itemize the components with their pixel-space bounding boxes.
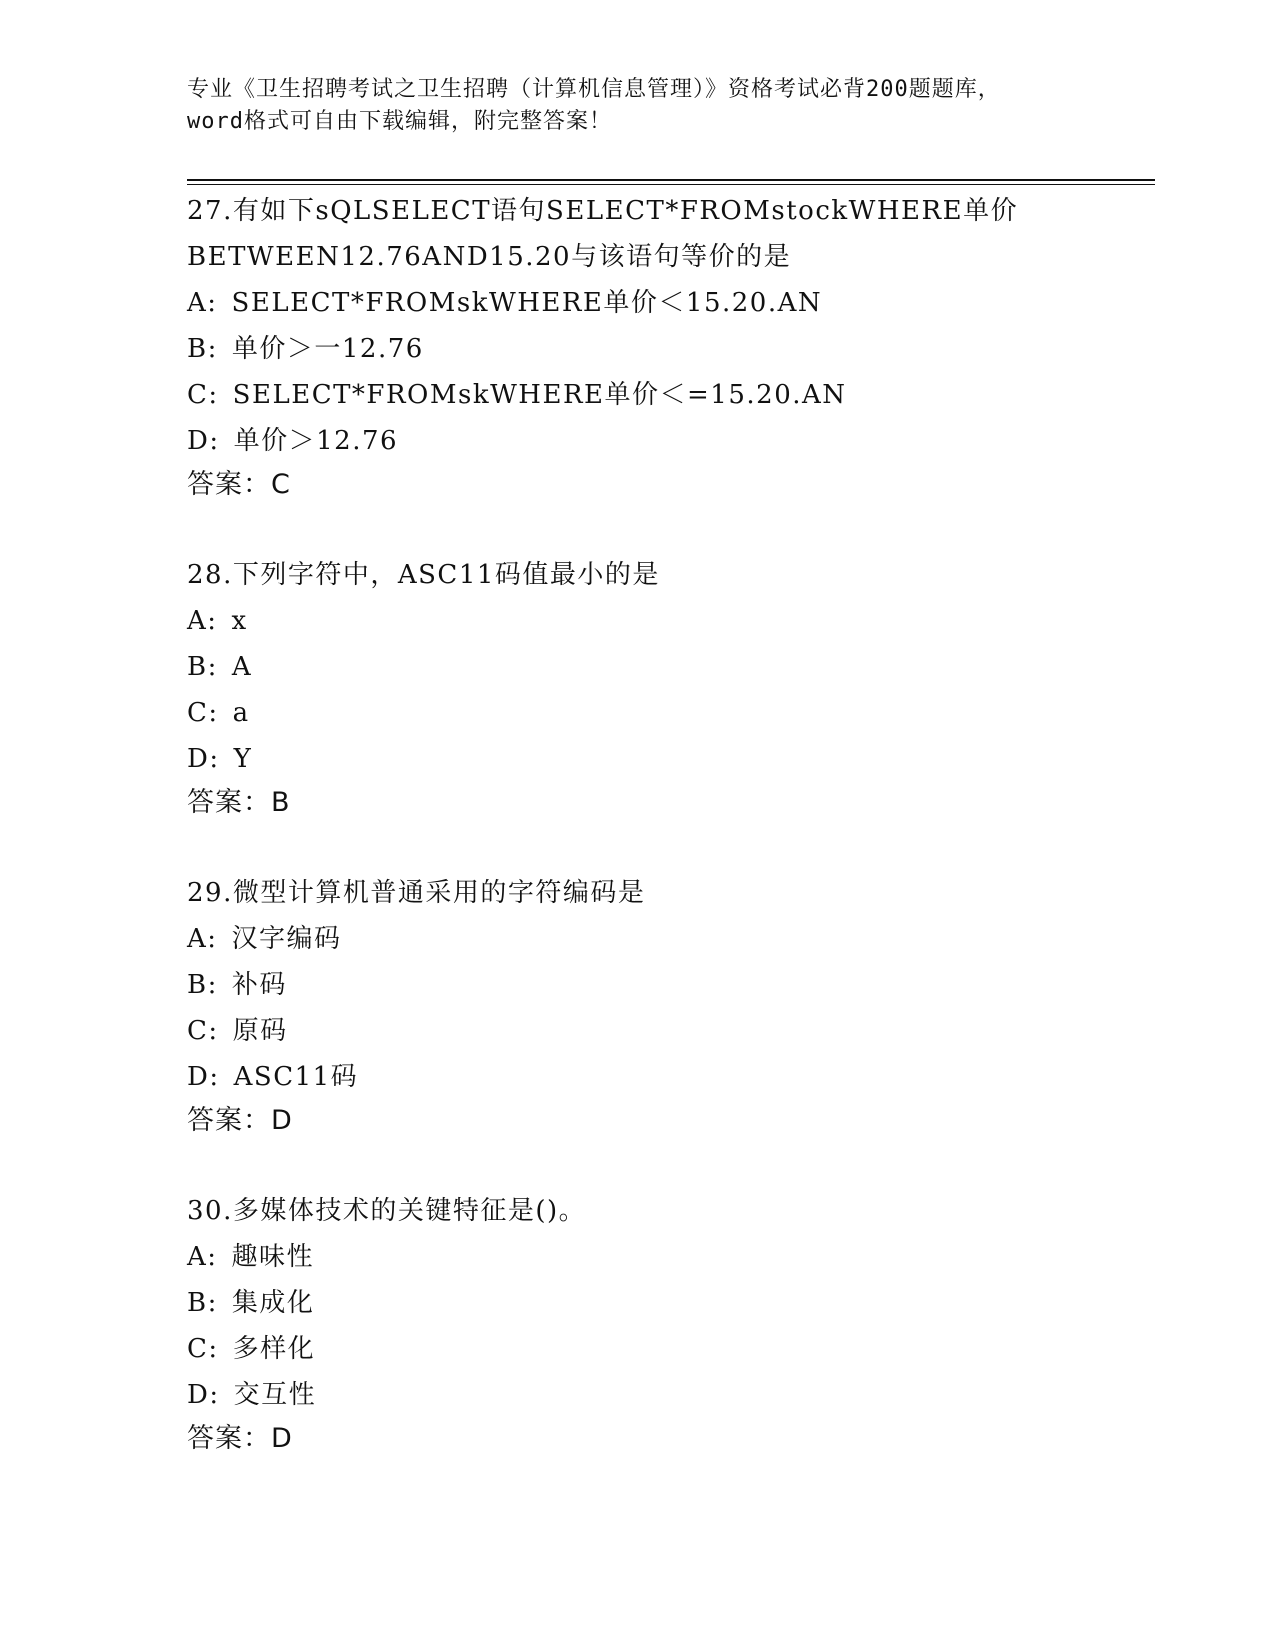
option-key: C:	[187, 380, 219, 410]
header-rule-thick	[187, 179, 1155, 181]
option-c	[187, 1008, 1147, 1054]
option-d	[187, 1054, 1147, 1100]
option-key: D:	[187, 1380, 220, 1410]
option-text: x	[231, 606, 248, 636]
option-key: A:	[187, 606, 218, 636]
option-key: A:	[187, 288, 218, 318]
option-key: A:	[187, 1242, 218, 1272]
option-text: A	[231, 652, 253, 682]
option-text: 原码	[232, 1016, 288, 1046]
option-a	[187, 1234, 1147, 1280]
question-stem: 30.多媒体技术的关键特征是()。	[187, 1196, 587, 1226]
option-a	[187, 916, 1147, 962]
option-c	[187, 1326, 1147, 1372]
answer-label: 答案：D	[187, 1105, 293, 1136]
header-rule-thin	[187, 184, 1155, 185]
option-text: a	[232, 698, 250, 728]
option-d	[187, 418, 1147, 464]
option-text: Y	[233, 744, 253, 774]
option-key: C:	[187, 1016, 219, 1046]
option-text: 单价＞一12.76	[231, 334, 424, 364]
question-30	[187, 1188, 1147, 1460]
question-stem: BETWEEN12.76AND15.20与该语句等价的是	[187, 242, 792, 272]
header-line-1: 专业《卫生招聘考试之卫生招聘（计算机信息管理）》资格考试必背200题题库，	[187, 77, 1001, 102]
option-text: SELECT*FROMskWHERE单价＜15.20.AN	[231, 288, 823, 318]
answer-label: 答案：B	[187, 787, 291, 818]
question-29	[187, 870, 1147, 1142]
option-text: SELECT*FROMskWHERE单价＜=15.20.AN	[232, 380, 847, 410]
option-b	[187, 644, 1147, 690]
question-stem: 28.下列字符中，ASC11码值最小的是	[187, 560, 660, 590]
option-a	[187, 280, 1147, 326]
option-text: 趣味性	[231, 1242, 315, 1272]
option-text: 多样化	[232, 1334, 316, 1364]
option-c	[187, 690, 1147, 736]
option-a	[187, 598, 1147, 644]
question-27	[187, 188, 1147, 506]
option-text: ASC11码	[233, 1062, 359, 1092]
option-key: B:	[187, 652, 218, 682]
option-key: A:	[187, 924, 218, 954]
option-key: D:	[187, 426, 220, 456]
option-d	[187, 1372, 1147, 1418]
question-stem: 29.微型计算机普通采用的字符编码是	[187, 878, 646, 908]
option-b	[187, 1280, 1147, 1326]
option-c	[187, 372, 1147, 418]
option-text: 集成化	[231, 1288, 315, 1318]
option-text: 单价＞12.76	[233, 426, 399, 456]
option-key: D:	[187, 744, 220, 774]
header-line-2: word格式可自由下载编辑，附完整答案！	[187, 109, 612, 134]
option-key: C:	[187, 1334, 219, 1364]
option-b	[187, 962, 1147, 1008]
option-text: 补码	[231, 970, 287, 1000]
option-key: B:	[187, 1288, 218, 1318]
option-d	[187, 736, 1147, 782]
option-key: D:	[187, 1062, 220, 1092]
option-b	[187, 326, 1147, 372]
answer-label: 答案：D	[187, 1423, 293, 1454]
question-28	[187, 552, 1147, 824]
option-text: 交互性	[233, 1380, 317, 1410]
option-key: B:	[187, 334, 218, 364]
option-key: C:	[187, 698, 219, 728]
question-list	[187, 188, 1147, 1506]
option-text: 汉字编码	[231, 924, 342, 954]
question-stem: 27.有如下sQLSELECT语句SELECT*FROMstockWHERE单价	[187, 196, 1019, 226]
option-key: B:	[187, 970, 218, 1000]
document-header	[187, 74, 1087, 138]
answer-label: 答案：C	[187, 469, 291, 500]
